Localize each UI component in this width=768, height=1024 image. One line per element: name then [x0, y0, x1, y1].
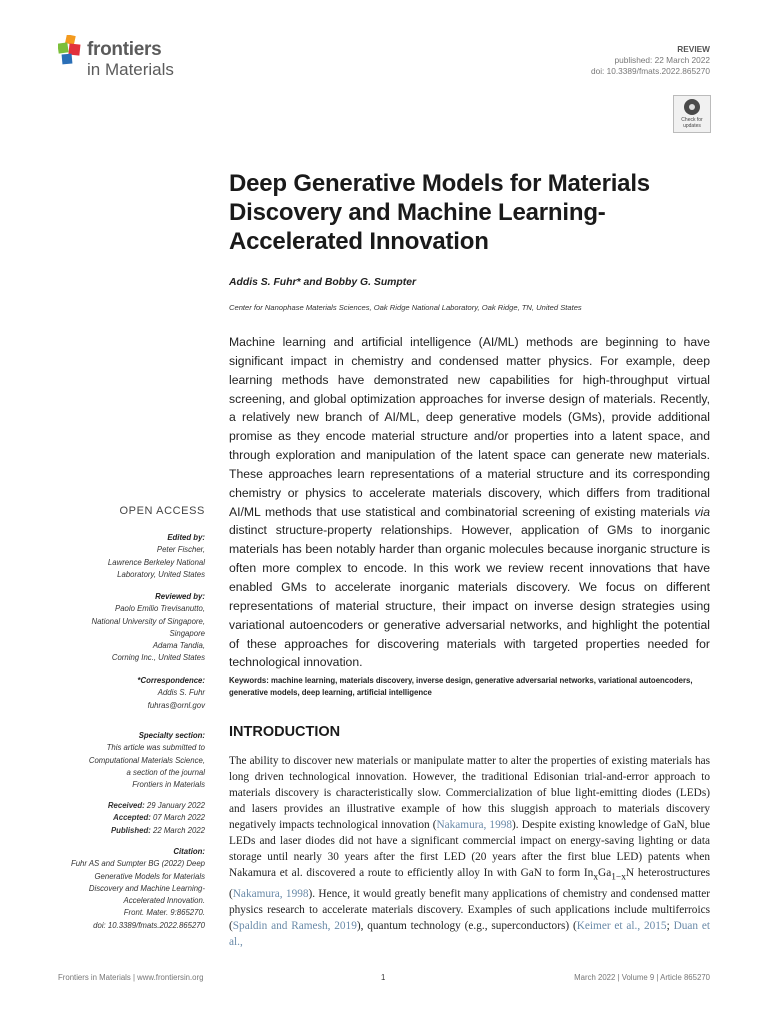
journal-name-line1: frontiers	[87, 39, 162, 60]
journal-name-line2: in Materials	[87, 60, 174, 79]
article-dates: Received: 29 January 2022 Accepted: 07 March 2022 Published: 22 March 2022	[107, 801, 205, 835]
published-date: published: 22 March 2022	[614, 55, 710, 65]
citation-link[interactable]: Duan et al.,	[229, 919, 710, 948]
footer-issue: March 2022 | Volume 9 | Article 865270	[574, 973, 710, 982]
author-affiliation: Center for Nanophase Materials Sciences, Oak Ridge National Laboratory, Oak Ridge, TN, United States	[229, 303, 582, 312]
edited-by: Edited by: Peter Fischer, Lawrence Berkeley National Laboratory, United States	[107, 533, 205, 579]
article-meta	[591, 44, 710, 77]
article-type: REVIEW	[677, 44, 710, 54]
open-access-label: OPEN ACCESS	[119, 505, 205, 517]
citation-link[interactable]: Nakamura, 1998	[232, 887, 309, 900]
footer-journal[interactable]: Frontiers in Materials | www.frontiersin.org	[58, 973, 204, 982]
crossmark-icon	[684, 99, 700, 115]
section-heading-introduction: INTRODUCTION	[229, 724, 341, 740]
citation-link[interactable]: Keimer et al., 2015	[576, 919, 667, 932]
frontiers-logo-icon	[58, 35, 84, 65]
journal-logo[interactable]	[58, 33, 208, 85]
page-number: 1	[381, 973, 386, 982]
check-for-updates-badge[interactable]	[673, 95, 711, 133]
article-doi[interactable]: doi: 10.3389/fmats.2022.865270	[590, 66, 710, 76]
reviewed-by: Reviewed by: Paolo Emilio Trevisanutto, National University of Singapore, Singapore Adama Tandia, Corning Inc., United States	[91, 592, 205, 663]
citation-info: Citation: Fuhr AS and Sumpter BG (2022) Deep Generative Models for Materials Discovery and Machine Learning- Accelerated Innovation. Front. Mater. 9:865270. doi: 10.3389/fmats.2022.865270	[40, 846, 205, 932]
correspondence-email[interactable]: fuhras@ornl.gov	[147, 700, 205, 710]
specialty-section: Specialty section: This article was submitted to Computational Materials Science, a section of the journal Frontiers in Materials	[88, 731, 205, 790]
citation-link[interactable]: Nakamura, 1998	[436, 819, 513, 832]
article-title: Deep Generative Models for Materials Discovery and Machine Learning-Accelerated Innovation	[229, 170, 650, 255]
introduction-text: The ability to discover new materials or manipulate matter to alter the properties of existing materials has long driven technological innovation. However, the traditional Edisonian trial-and-error approach to materials discovery is characteristically slow. Commercialization of blue light-emitting diodes (LEDs) and lasers provides an illustrative example of how this sluggish approach to materials discovery negatively impacts technological innovation (Nakamura, 1998). Despite existing knowledge of GaN, blue LEDs and laser diodes did not have a significant commercial impact on energy-saving lighting or data storage until nearly 30 years after the first LED (20 years after the first blue LED) patents when Nakamura et al. discovered a route to efficiently alloy In with GaN to form $In_xGa_{1-x}N$ heterostructures (Nakamura, 1998). Hence, it would greatly benefit many applications of chemistry and condensed matter physics research to accelerate materials discovery. Examples of such applications include multiferroics (Spaldin and Ramesh, 2019), quantum technology (e.g., superconductors) (Keimer et al., 2015; Duan et al.,	[229, 755, 711, 948]
keywords: Keywords: machine learning, materials discovery, inverse design, generative adversarial networks, variational autoencoders, generative models, deep learning, artificial intelligence	[229, 676, 693, 698]
badge-label: Check for updates	[681, 117, 703, 129]
article-authors: Addis S. Fuhr* and Bobby G. Sumpter	[229, 277, 417, 288]
correspondence: *Correspondence: Addis S. Fuhr fuhras@ornl.gov	[40, 675, 205, 712]
citation-link[interactable]: Spaldin and Ramesh, 2019	[232, 919, 357, 932]
citation-doi[interactable]: doi: 10.3389/fmats.2022.865270	[93, 920, 205, 930]
abstract: Machine learning and artificial intelligence (AI/ML) methods are beginning to have significant impact in chemistry and condensed matter physics. For example, deep learning methods have demonstrated new capabilities for high-throughput virtual screening, and global optimization approaches for inverse design of materials. Recently, a relatively new branch of AI/ML, deep generative models (GMs), provide additional promise as they encode material structure and/or properties into a latent space, and through exploration and manipulation of the latent space can generate new materials. These approaches learn representations of a material structure and its corresponding chemistry or physics to accelerate materials discovery, which differs from traditional AI/ML methods that use statistical and combinatorial screening of existing materials via distinct structure-property relationships. However, application of GMs to inorganic materials has been notably harder than organic molecules because inorganic structure is often more complex to encode. In this work we review recent innovations that have enabled GMs to accelerate inorganic materials discovery. We focus on different representations of material structure, their impact on inverse design strategies using variational autoencoders or generative adversarial networks, and highlight the potential of these approaches for discovering materials with targeted properties needed for technological innovation.	[229, 335, 710, 670]
